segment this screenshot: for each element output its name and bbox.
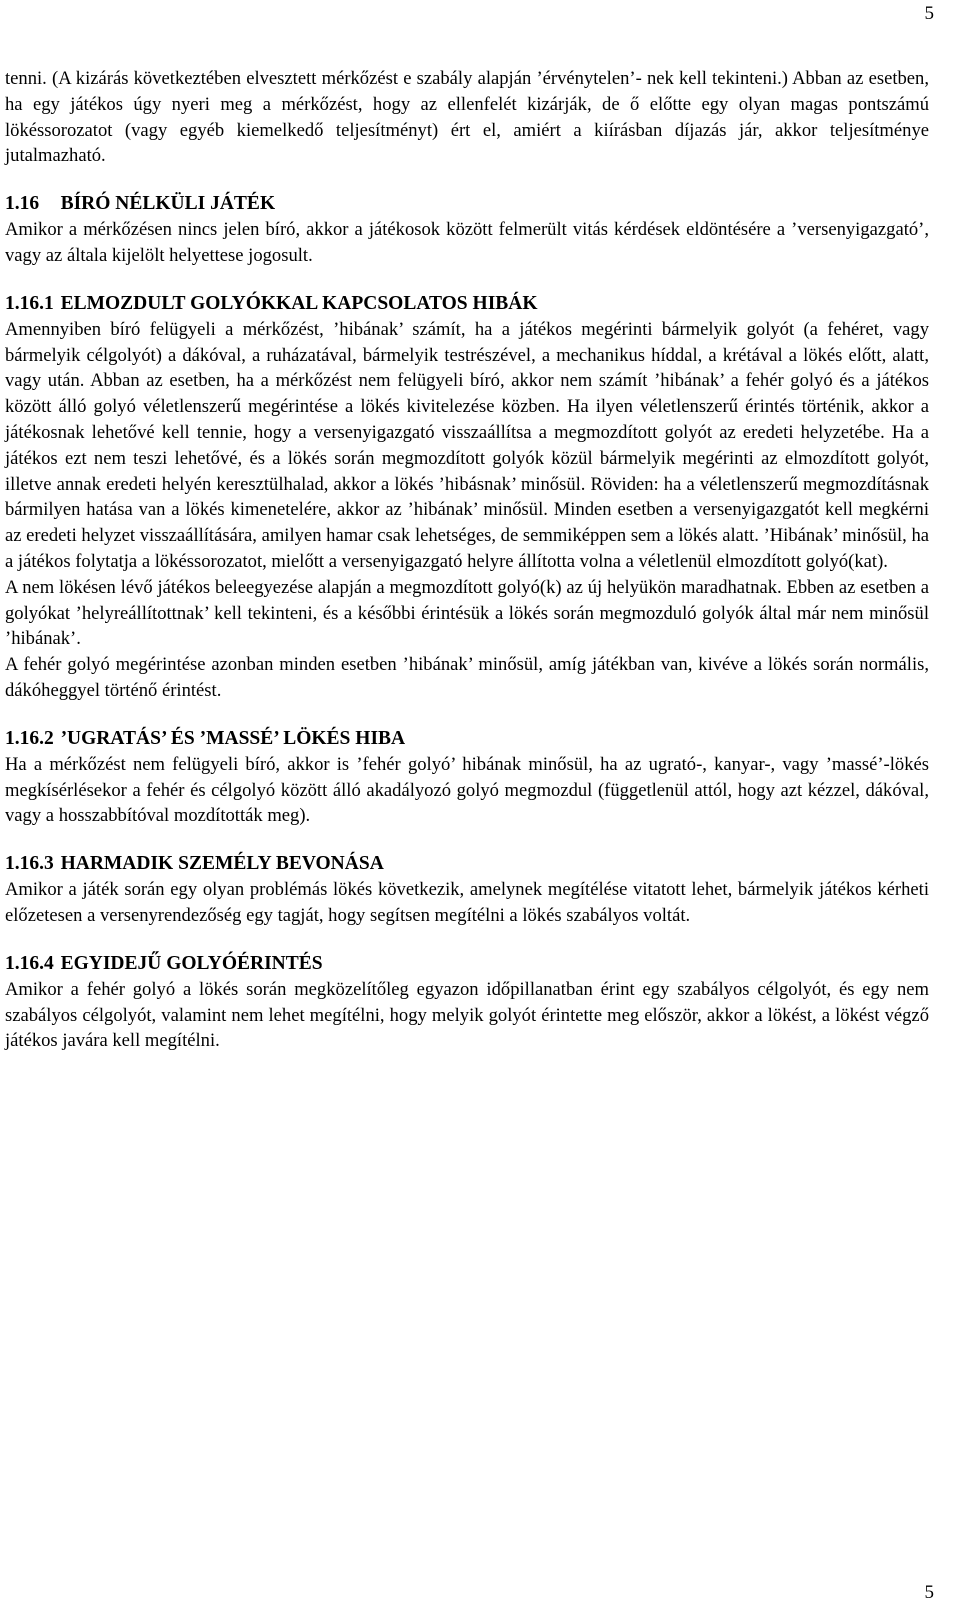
spacer	[5, 829, 929, 850]
section-heading	[5, 850, 929, 877]
section-1-16-3	[5, 850, 929, 929]
section-paragraph: A fehér golyó megérintése azonban minden esetben ’hibának’ minősül, amíg játékban van, kivéve a lökés során normális, dákóheggyel történő érintést.	[5, 654, 929, 701]
section-paragraph: Amikor a mérkőzésen nincs jelen bíró, akkor a játékosok között felmerült vitás kérdések eldöntésére a ’versenyigazgató’, vagy az általa kijelölt helyettese jogosult.	[5, 219, 929, 266]
page-number-bottom: 5	[924, 1582, 934, 1603]
spacer	[5, 704, 929, 725]
section-1-16-2	[5, 725, 929, 829]
spacer	[5, 269, 929, 290]
section-1-16-1	[5, 290, 929, 704]
section-number: 1.16	[5, 193, 40, 215]
section-number: 1.16.4	[5, 952, 54, 974]
section-number: 1.16.1	[5, 292, 54, 314]
section-heading	[5, 190, 929, 217]
section-paragraph: Ha a mérkőzést nem felügyeli bíró, akkor is ’fehér golyó’ hibának minősül, ha az ugrató-, kanyar-, vagy ’massé’-lökés megkísérlésekor a fehér és célgolyó között álló akadályozó golyó megmozdul (függetlenül attól, hogy azt kézzel, dákóval, vagy a hosszabbítóval mozdították meg).	[5, 753, 929, 827]
spacer	[5, 169, 929, 190]
section-paragraph: Amikor a játék során egy olyan problémás lökés következik, amelynek megítélése vitatott lehet, bármelyik játékos kérheti előzetesen a versenyrendezőség egy tagját, hogy segítsen megítélni a lökés szabályos voltát.	[5, 879, 929, 926]
section-heading	[5, 950, 929, 977]
section-paragraph: Amikor a fehér golyó a lökés során megközelítőleg egyazon időpillanatban érint egy szabályos célgolyót, és egy nem szabályos célgolyót, valamint nem lehet megítélni, hogy melyik golyót érintette meg először, akkor a lökést, a lökést végző játékos javára kell megítélni.	[5, 978, 929, 1052]
section-title: EGYIDEJŰ GOLYÓÉRINTÉS	[60, 952, 323, 974]
page-number-top: 5	[924, 3, 934, 24]
section-paragraph: A nem lökésen lévő játékos beleegyezése alapján a megmozdított golyó(k) az új helyükön maradhatnak. Ebben az esetben a golyókat ’helyreállítottnak’ kell tekinteni, és a későbbi érintésük a lökés során megmozduló golyók által már nem minősül ’hibának’.	[5, 576, 929, 650]
section-title: ELMOZDULT GOLYÓKKAL KAPCSOLATOS HIBÁK	[60, 292, 538, 314]
section-title: ’UGRATÁS’ ÉS ’MASSÉ’ LÖKÉS HIBA	[60, 727, 406, 749]
section-number: 1.16.3	[5, 853, 54, 875]
section-1-16-4	[5, 950, 929, 1054]
section-paragraph: Amennyiben bíró felügyeli a mérkőzést, ’hibának’ számít, ha a játékos megérinti bármelyik golyót (a fehéret, vagy bármelyik célgolyót) a dákóval, a ruházatával, bármelyik testrészével, a mechanikus híddal, a krétával a lökés előtt, alatt, vagy után. Abban az esetben, ha a mérkőzést nem felügyeli bíró, akkor nem számít ’hibának’ a fehér golyó és a játékos között álló golyó véletlenszerű megérintése a lökés kivitelezése közben. Ha ilyen véletlenszerű érintés történik, akkor a játékosnak lehetővé kell tennie, hogy a versenyigazgató visszaállítsa a megmozdított golyót az eredeti helyzetébe. Ha a játékos ezt nem teszi lehetővé, és a lökés során megmozdított golyók közül bármelyik megérinti az elmozdított golyót, illetve annak eredeti helyén keresztülhalad, akkor a lökés ’hibásnak’ minősül. Röviden: ha a véletlenszerű megmozdításnak bármilyen hatása van a lökés kimenetelére, akkor az ’hibának’ minősül. Minden esetben a versenyigazgatót kell megkérni az eredeti helyzet visszaállítására, amilyen hamar csak lehetséges, de semmiképpen sem a lökés alatt. ’Hibának’ minősül, ha a játékos folytatja a lökéssorozatot, mielőtt a versenyigazgató helyre állította volna a véletlenül elmozdított golyó(kat).	[5, 318, 929, 572]
spacer	[5, 929, 929, 950]
section-heading	[5, 290, 929, 317]
intro-paragraph: tenni. (A kizárás következtében elvesztett mérkőzést e szabály alapján ’érvénytelen’- nek kell tekinteni.) Abban az esetben, ha egy játékos úgy nyeri meg a mérkőzést, hogy az ellenfelét kizárják, de ő előtte egy olyan magas pontszámú lökéssorozatot (vagy egyéb kiemelkedő teljesítményt) ért el, amiért a kiírásban díjazás jár, akkor teljesítménye jutalmazható.	[5, 68, 929, 167]
section-1-16	[5, 190, 929, 269]
section-title: BÍRÓ NÉLKÜLI JÁTÉK	[60, 193, 276, 215]
section-title: HARMADIK SZEMÉLY BEVONÁSA	[60, 853, 384, 875]
section-number: 1.16.2	[5, 727, 54, 749]
section-heading	[5, 725, 929, 752]
document-body	[5, 66, 929, 1054]
